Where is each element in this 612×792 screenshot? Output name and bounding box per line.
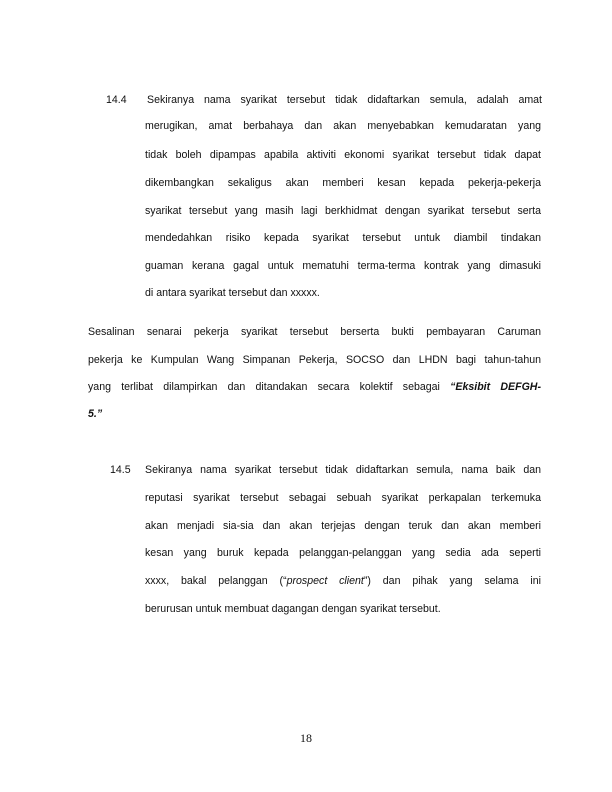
paragraph-text: yang terlibat dilampirkan dan ditandakan secara kolektif sebagai <box>88 381 440 393</box>
clause-line: Sekiranya nama syarikat tersebut tidak didaftarkan semula, adalah amat <box>147 94 542 106</box>
clause-line: syarikat tersebut yang masih lagi berkhidmat dengan syarikat tersebut serta <box>145 205 541 217</box>
clause-line: akan menjadi sia-sia dan akan terjejas dengan teruk dan akan memberi <box>145 520 541 532</box>
clause-line <box>145 575 541 588</box>
clause-line: di antara syarikat tersebut dan xxxxx. <box>145 287 320 299</box>
page-number: 18 <box>300 731 312 745</box>
clause-line: tidak boleh dipampas apabila aktiviti ekonomi syarikat tersebut tidak dapat <box>145 149 541 161</box>
clause-line: guaman kerana gagal untuk mematuhi terma-terma kontrak yang dimasuki <box>145 260 541 272</box>
clause-line: mendedahkan risiko kepada syarikat tersebut untuk diambil tindakan <box>145 232 541 244</box>
prospect-client-term: prospect client <box>286 575 364 587</box>
clause-line: Sekiranya nama syarikat tersebut tidak didaftarkan semula, nama baik dan <box>145 464 541 476</box>
paragraph-line: pekerja ke Kumpulan Wang Simpanan Pekerja, SOCSO dan LHDN bagi tahun-tahun <box>88 354 541 366</box>
exhibit-reference: “Eksibit DEFGH- <box>450 381 541 393</box>
clause-text: ”) dan pihak yang selama ini <box>363 575 541 587</box>
clause-line: berurusan untuk membuat dagangan dengan syarikat tersebut. <box>145 603 441 615</box>
clause-line: merugikan, amat berbahaya dan akan menyebabkan kemudaratan yang <box>145 120 541 132</box>
clause-number: 14.5 <box>110 464 131 476</box>
exhibit-reference-end: 5.” <box>88 408 103 420</box>
clause-text: xxxx, bakal pelanggan (“ <box>145 575 287 587</box>
clause-line: kesan yang buruk kepada pelanggan-pelanggan yang sedia ada seperti <box>145 547 541 559</box>
clause-line: reputasi syarikat tersebut sebagai sebuah syarikat perkapalan terkemuka <box>145 492 541 504</box>
clause-number: 14.4 <box>106 94 127 106</box>
paragraph-line: Sesalinan senarai pekerja syarikat tersebut berserta bukti pembayaran Caruman <box>88 326 541 338</box>
paragraph-line <box>88 381 541 394</box>
clause-line: dikembangkan sekaligus akan memberi kesan kepada pekerja-pekerja <box>145 177 541 189</box>
